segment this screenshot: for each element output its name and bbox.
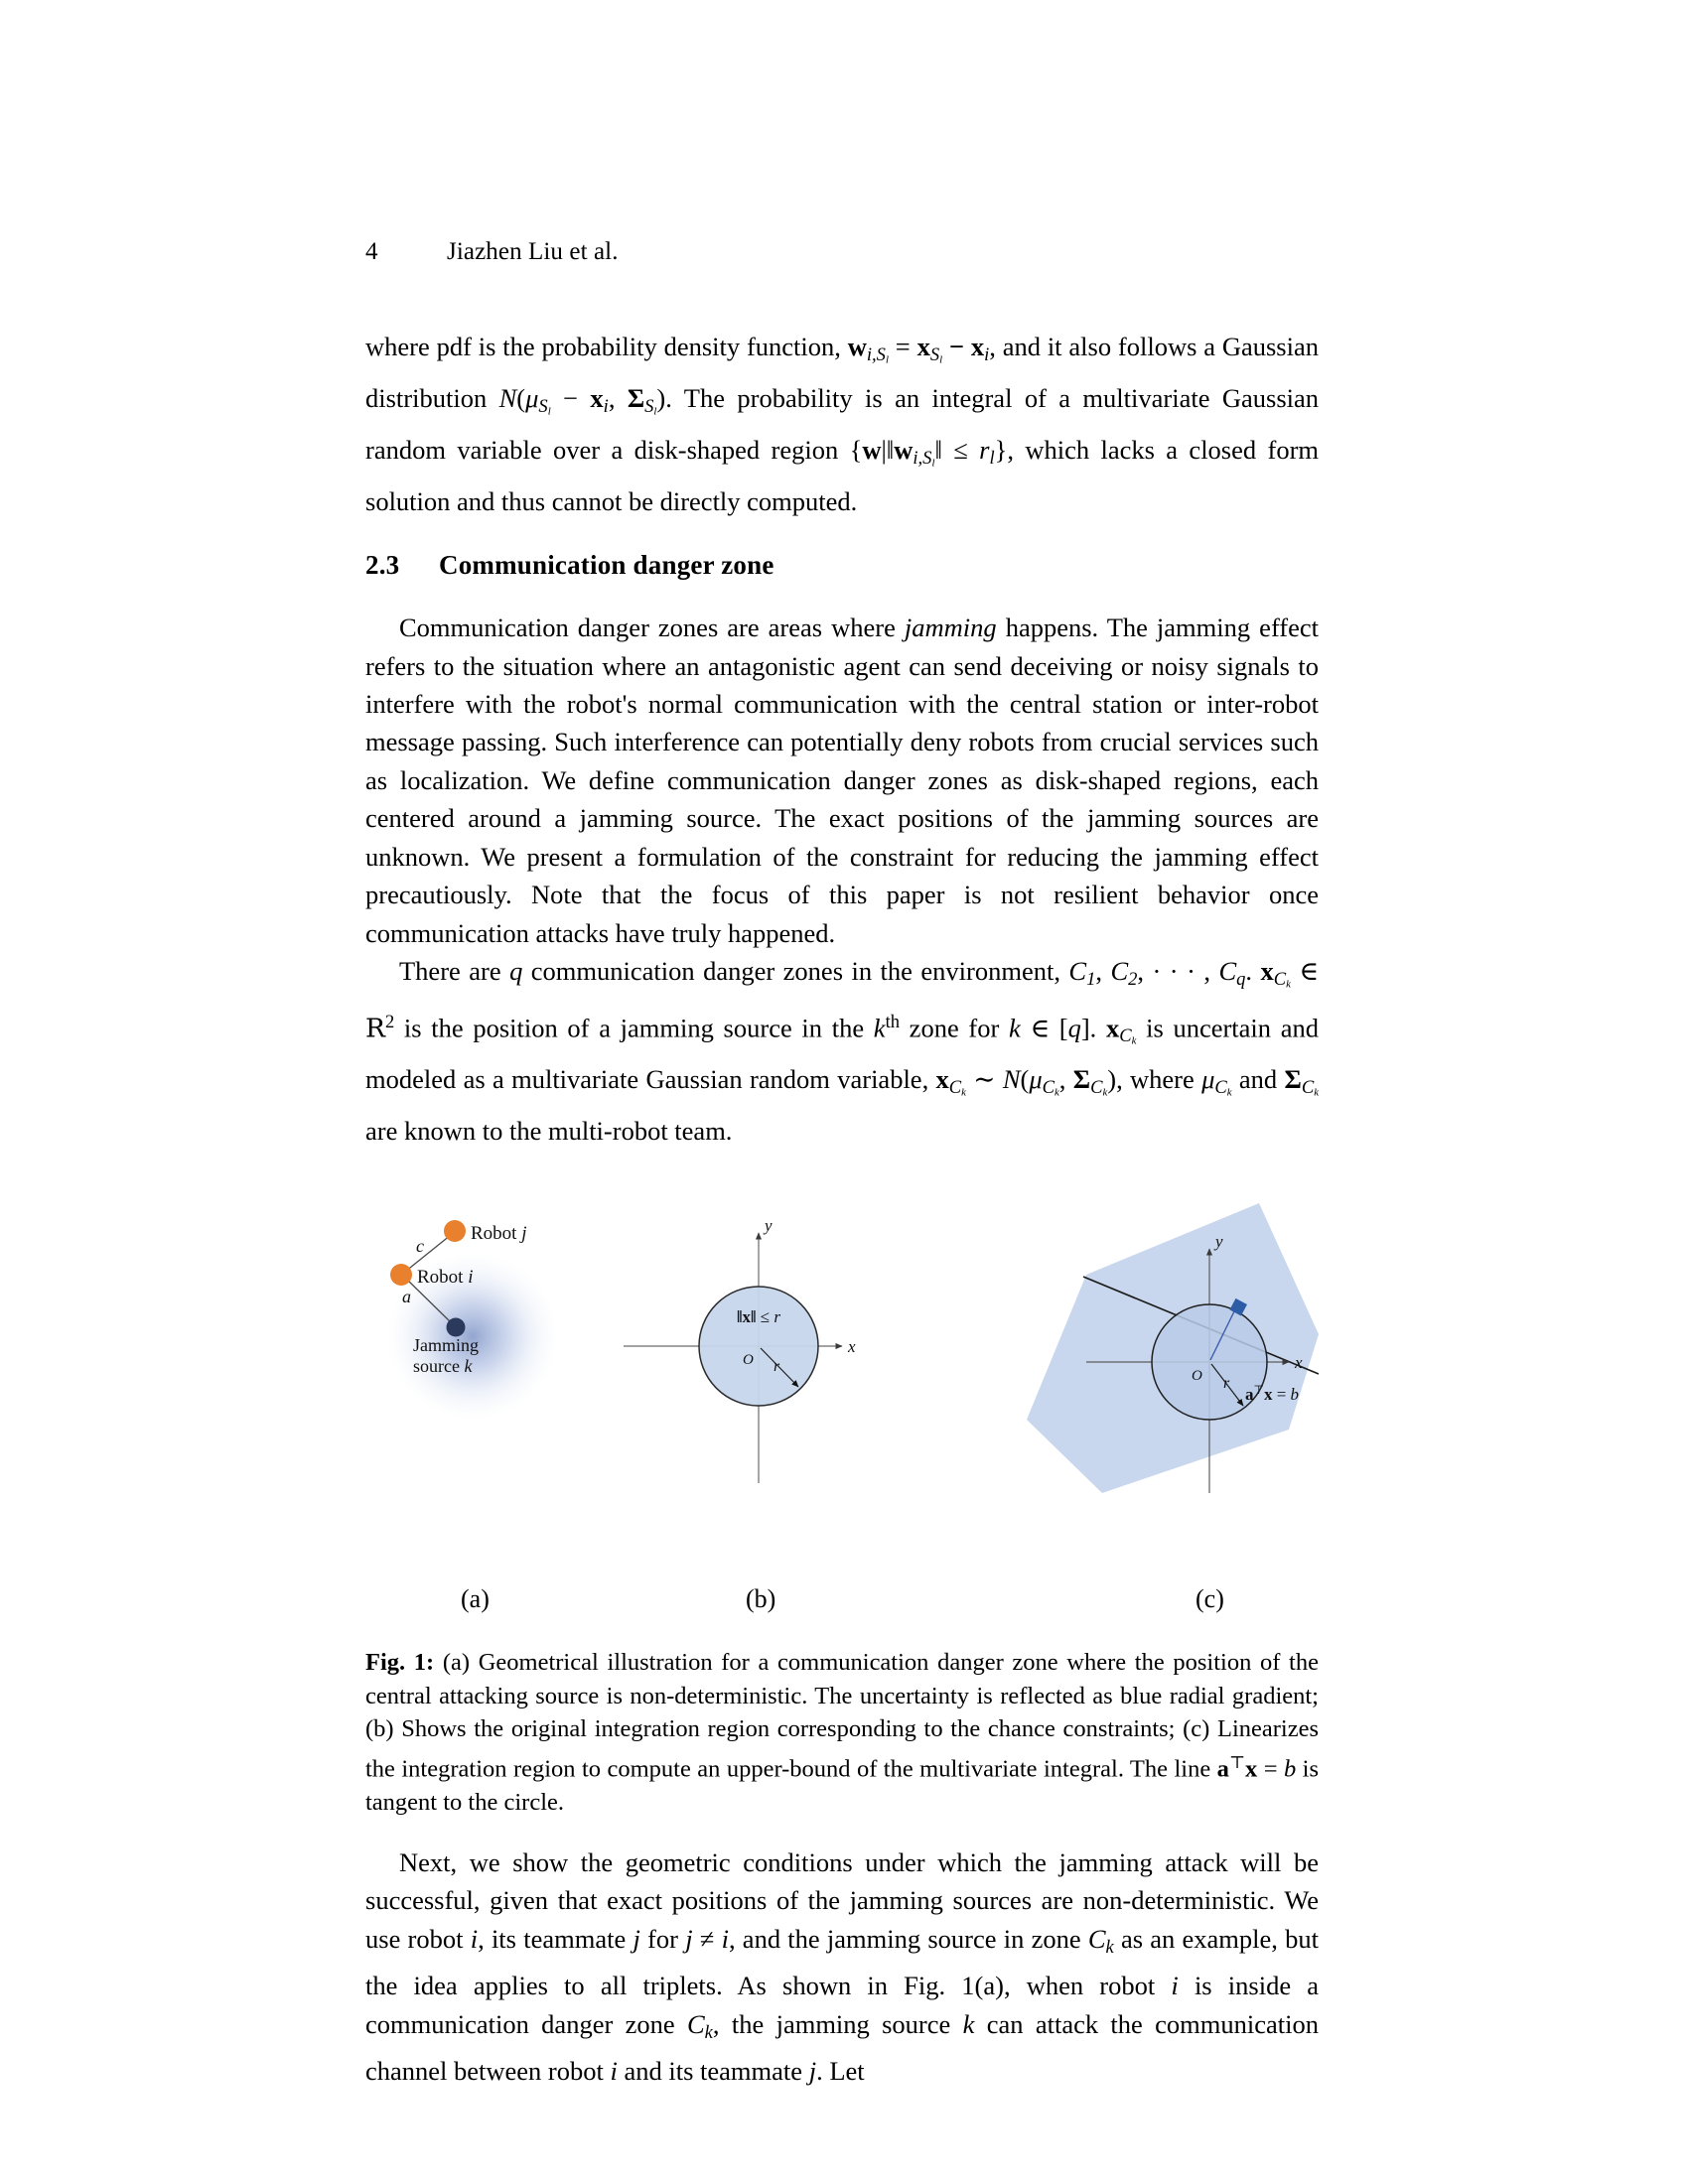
subcaption-b: (b) <box>746 1584 776 1614</box>
math-mu: μ <box>525 382 539 413</box>
math-sub: 1 <box>1086 969 1096 991</box>
text-run: is uncertain and modeled as a multivariate Gaussian random variable, <box>365 1013 1319 1095</box>
math-sub: C <box>1090 1077 1103 1099</box>
text-run: communication danger zones in the environment, <box>522 955 1069 986</box>
math-q: q <box>1067 1013 1081 1043</box>
math-blackboard-R: R <box>365 1013 385 1044</box>
math-sub: q <box>1236 969 1246 991</box>
math-sup: th <box>885 1011 900 1032</box>
math-sub: k <box>704 2022 713 2044</box>
math-sub: S <box>929 344 940 366</box>
math-b: b <box>1283 1755 1297 1783</box>
paragraph-danger-zone: Communication danger zones are areas where jamming happens. The jamming effect refers to the situation where an antagonistic agent can send deceiving or noisy signals to interfere with the robot's normal communication with the central station or inter-robot message passing. Such interference can potentially deny robots from crucial services such as localization. We define communication danger zones as disk-shaped regions, each centered around a jamming source. The exact positions of the jamming sources are unknown. We present a formulation of the constraint for reducing the jamming effect precautiously. Note that the focus of this paper is not resilient behavior once communication attacks have truly happened. <box>365 613 1319 948</box>
math-w: w <box>894 434 914 465</box>
panel-b-integration-region <box>699 1287 818 1406</box>
robot-i-node <box>390 1264 412 1286</box>
math-sub: C <box>948 1077 962 1099</box>
math-j: j <box>808 2056 817 2087</box>
section-title: Communication danger zone <box>439 550 774 581</box>
math-cal-C: C <box>1218 955 1237 986</box>
math-k: k <box>962 2008 975 2039</box>
math-x: x <box>1105 1013 1120 1043</box>
math-sub: C <box>1273 969 1287 991</box>
emphasis-jamming: jamming <box>904 613 997 643</box>
math-cal-C: C <box>1087 1923 1106 1954</box>
math-sub: l <box>989 448 995 470</box>
text-run: where pdf is the probability density function, <box>365 332 848 361</box>
math-mu: μ <box>1029 1064 1043 1095</box>
text-run: is inside a communication danger zone <box>365 1971 1320 2039</box>
math-q: q <box>509 955 523 986</box>
text-run: } <box>994 434 1008 465</box>
text-run: . Let <box>816 2056 865 2087</box>
math-mu: μ <box>1201 1064 1215 1095</box>
section-heading-2-3 <box>365 550 1319 581</box>
math-j: j <box>633 1923 640 1954</box>
panel-b <box>624 1216 856 1483</box>
panel-c-y-axis-label: y <box>1215 1232 1223 1252</box>
figure-subcaptions <box>365 1584 1319 1630</box>
panel-c-line-equation-label: a⊤x = b <box>1245 1383 1300 1405</box>
panel-c <box>1027 1203 1319 1493</box>
panel-c-origin-label: O <box>1192 1368 1202 1385</box>
panel-b-y-axis-label: y <box>765 1216 773 1236</box>
math-k: k <box>1008 1013 1021 1043</box>
math-sup: 2 <box>384 1011 395 1032</box>
math-r: r <box>979 434 990 465</box>
math-sub: i <box>984 344 990 366</box>
text-run: ≠ <box>692 1923 722 1954</box>
math-sigma: Σ <box>627 382 645 413</box>
math-sub: C <box>1214 1077 1227 1099</box>
panel-b-radius-label: r <box>774 1358 780 1376</box>
math-sub: C <box>1119 1025 1132 1047</box>
text-run: , which lacks a closed form solution and thus cannot be directly computed. <box>365 434 1320 516</box>
math-x: x <box>590 382 604 413</box>
text-run: ∼ <box>965 1064 1003 1095</box>
math-sub: k <box>1226 1086 1232 1099</box>
math-sub: i,S <box>866 344 886 366</box>
running-head-authors: Jiazhen Liu et al. <box>447 238 619 265</box>
math-cal-N: N <box>1002 1064 1021 1095</box>
paragraph-zones <box>365 952 1319 1151</box>
math-sub: l <box>547 405 551 418</box>
panel-c-radius-label: r <box>1223 1375 1230 1393</box>
robot-j-node <box>444 1220 466 1242</box>
math-w: w <box>862 434 882 465</box>
text-run: . The probability is an integral of a multivariate Gaussian random variable over a disk-shaped region <box>365 382 1320 465</box>
math-sub: k <box>1102 1086 1108 1099</box>
math-sub: k <box>1131 1034 1137 1047</box>
text-run: = <box>888 332 917 361</box>
text-run: , and the jamming source in zone <box>728 1923 1088 1954</box>
text-run: , · · · , <box>1137 955 1219 986</box>
page-number: 4 <box>365 238 378 265</box>
math-sub: k <box>1286 978 1291 991</box>
text-run: , the jamming source <box>712 2008 963 2039</box>
figure-label: Fig. 1: <box>365 1649 435 1677</box>
text-run: = <box>1257 1755 1284 1783</box>
math-j: j <box>685 1923 693 1954</box>
math-sub: i,S <box>913 448 932 470</box>
text-run: { <box>849 434 863 465</box>
math-sub: C <box>1301 1077 1315 1099</box>
jamming-source-label-1: Jamming <box>413 1335 479 1356</box>
math-sub: S <box>644 396 654 418</box>
section-number: 2.3 <box>365 550 400 581</box>
text-run: ), where <box>1107 1064 1202 1095</box>
math-cal-C: C <box>1068 955 1087 986</box>
math-minus-x: − x <box>942 332 985 361</box>
math-a: a <box>1216 1755 1229 1783</box>
math-sub: 2 <box>1128 969 1138 991</box>
robot-i-label: Robot i <box>417 1267 474 1289</box>
math-sub: l <box>653 405 657 418</box>
figure-1 <box>365 1195 1319 1584</box>
panel-a <box>387 1220 558 1420</box>
math-cal-C: C <box>1110 955 1129 986</box>
math-i: i <box>1171 1971 1179 2001</box>
math-sub: l <box>939 353 943 366</box>
running-head <box>365 238 1319 266</box>
text-run: ∈ <box>1290 955 1320 986</box>
jamming-source-label-2: source k <box>413 1356 473 1377</box>
text-run: is tangent to the circle. <box>365 1755 1319 1817</box>
text-run: , <box>1095 955 1111 986</box>
math-sub: k <box>1055 1086 1059 1099</box>
panel-b-origin-label: O <box>743 1352 754 1369</box>
text-run: and <box>1231 1064 1285 1095</box>
text-run: ‖ ≤ <box>934 434 980 465</box>
math-sub: k <box>961 1086 966 1099</box>
text-run: ( <box>516 382 526 413</box>
text-run: ]. <box>1080 1013 1106 1043</box>
text-run: There are <box>399 955 510 986</box>
text-run: , <box>1058 1064 1073 1095</box>
math-i: i <box>610 2056 618 2087</box>
math-sub: S <box>538 396 548 418</box>
text-run: , and it also follows a Gaussian distribution <box>365 332 1319 413</box>
text-run: ) <box>656 382 666 413</box>
text-run: for <box>639 1923 686 1954</box>
subcaption-a: (a) <box>461 1584 490 1614</box>
page-content <box>365 238 1319 2091</box>
math-x: x <box>1260 955 1274 986</box>
text-run: Next, we show the geometric conditions under which the jamming attack will be successful, given that exact positions of the jamming sources are non-deterministic. We use robot <box>365 1847 1319 1954</box>
math-w: w <box>847 332 867 361</box>
text-run: ∈ [ <box>1020 1013 1068 1043</box>
edge-label-c: c <box>416 1236 424 1257</box>
text-run: zone for <box>899 1013 1009 1043</box>
math-sigma: Σ <box>1072 1064 1091 1095</box>
text-run: as an example, but the idea applies to all triplets. As shown in Fig. 1(a), when robot <box>365 1923 1319 2001</box>
math-k: k <box>873 1013 886 1043</box>
panel-c-x-axis-label: x <box>1295 1353 1303 1373</box>
text-run: − <box>550 382 591 413</box>
math-sub: k <box>1314 1086 1319 1099</box>
text-run: is the position of a jamming source in the <box>394 1013 874 1043</box>
figure-caption <box>365 1646 1319 1819</box>
math-sub: i <box>603 396 609 418</box>
robot-j-label: Robot j <box>471 1223 527 1245</box>
math-x: x <box>916 332 930 361</box>
math-sigma: Σ <box>1284 1064 1302 1095</box>
jamming-source-node <box>447 1318 466 1337</box>
text-run: . <box>1245 955 1261 986</box>
panel-b-region-label: ‖x‖ ≤ r <box>737 1307 780 1327</box>
math-sub: C <box>1042 1077 1055 1099</box>
edge-label-a: a <box>402 1287 411 1307</box>
math-x: x <box>935 1064 949 1095</box>
math-x: x <box>1245 1755 1258 1783</box>
figure-1-svg <box>365 1195 1319 1584</box>
subcaption-c: (c) <box>1196 1584 1224 1614</box>
text-run: , <box>608 382 628 413</box>
math-cal-C: C <box>686 2008 705 2039</box>
math-transpose: ⊤ <box>1228 1752 1246 1772</box>
math-cal-N: N <box>498 382 517 413</box>
math-i: i <box>721 1923 729 1954</box>
text-run: and its teammate <box>617 2056 809 2087</box>
text-run: are known to the multi-robot team. <box>365 1116 733 1147</box>
math-i: i <box>470 1923 479 1954</box>
panel-b-x-axis-label: x <box>848 1337 856 1357</box>
text-run: (a) Geometrical illustration for a communication danger zone where the position of the central attacking source is non-deterministic. The uncertainty is reflected as blue radial gradient; (b) Shows the original integration region corresponding to the chance constraints; (c) Linearizes the integration region to compute an upper-bound of the multivariate integral. The line <box>365 1649 1319 1783</box>
paragraph-next <box>365 1843 1319 2091</box>
text-run: ( <box>1020 1064 1030 1095</box>
math-sub: l <box>931 457 935 470</box>
text-run: |‖ <box>881 434 895 465</box>
text-run: , its teammate <box>478 1923 633 1954</box>
math-sub: l <box>885 353 889 366</box>
math-sub: k <box>1105 1937 1114 1959</box>
text-run: can attack the communication channel between robot <box>365 2008 1319 2087</box>
paragraph-pdf-definition <box>365 328 1319 520</box>
